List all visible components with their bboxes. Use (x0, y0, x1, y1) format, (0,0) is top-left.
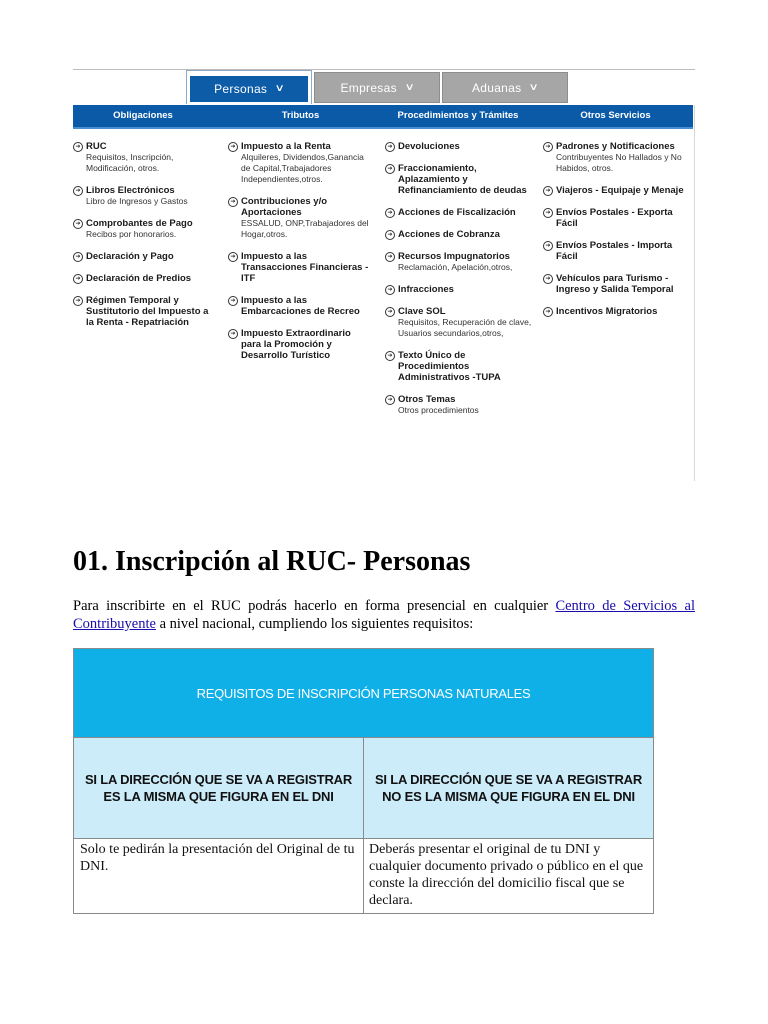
intro-text-before: Para inscribirte en el RUC podrás hacerlo en forma presencial en cualquier (73, 598, 556, 614)
arrow-circle-icon: ➔ (543, 186, 553, 196)
menu-item-fiscalizacion[interactable]: ➔ Acciones de Fiscalización (385, 207, 535, 218)
menu-item-cobranza[interactable]: ➔ Acciones de Cobranza (385, 229, 535, 240)
menu-item-exporta-facil[interactable]: ➔ Envíos Postales - Exporta Fácil (543, 207, 691, 229)
arrow-circle-icon: ➔ (543, 274, 553, 284)
arrow-circle-icon: ➔ (228, 329, 238, 339)
tab-aduanas[interactable] (442, 72, 568, 103)
section-tributos: Tributos (281, 110, 320, 121)
menu-item-padrones[interactable]: ➔ Padrones y Notificaciones Contribuyentes No Hallados y No Habidos, otros. (543, 141, 691, 174)
arrow-circle-icon: ➔ (385, 208, 395, 218)
arrow-circle-icon: ➔ (385, 395, 395, 405)
section-procedimientos: Procedimientos y Trámites (397, 110, 519, 121)
menu-item-embarcaciones[interactable]: ➔ Impuesto a las Embarcaciones de Recreo (228, 295, 373, 317)
menu-item-vehiculos[interactable]: ➔ Vehículos para Turismo - Ingreso y Salida Temporal (543, 273, 691, 295)
menu-item-incentivos[interactable]: ➔ Incentivos Migratorios (543, 306, 691, 317)
intro-text-after: a nivel nacional, cumpliendo los siguientes requisitos: (155, 616, 474, 632)
top-divider (73, 69, 695, 70)
arrow-circle-icon: ➔ (385, 307, 395, 317)
arrow-circle-icon: ➔ (543, 142, 553, 152)
section-otros-servicios: Otros Servicios (580, 110, 651, 121)
tab-aduanas-label: Aduanas (471, 80, 522, 95)
menu-item-infracciones[interactable]: ➔ Infracciones (385, 284, 535, 295)
cell-same-address: Solo te pedirán la presentación del Original de tu DNI. (74, 839, 364, 914)
menu-item-ruc[interactable]: ➔ RUC Requisitos, Inscripción, Modificación, otros. (73, 141, 213, 174)
menu-right-edge (694, 105, 695, 481)
menu-item-importa-facil[interactable]: ➔ Envíos Postales - Importa Fácil (543, 240, 691, 262)
arrow-circle-icon: ➔ (228, 252, 238, 262)
menu-item-itf[interactable]: ➔ Impuesto a las Transacciones Financieras - ITF (228, 251, 373, 284)
arrow-circle-icon: ➔ (73, 274, 83, 284)
section-obligaciones: Obligaciones (113, 110, 173, 121)
column-obligaciones (73, 141, 213, 339)
menu-item-contribuciones[interactable]: ➔ Contribuciones y/o Aportaciones ESSALUD, ONP,Trabajadores del Hogar,otros. (228, 196, 373, 240)
requirements-table (73, 648, 654, 914)
tab-personas-label: Personas (214, 81, 268, 96)
menu-item-devoluciones[interactable]: ➔ Devoluciones (385, 141, 535, 152)
arrow-circle-icon: ➔ (385, 164, 395, 174)
menu-item-clave-sol[interactable]: ➔ Clave SOL Requisitos, Recuperación de clave, Usuarios secundarios,otros, (385, 306, 535, 339)
arrow-circle-icon: ➔ (73, 252, 83, 262)
page-heading: 01. Inscripción al RUC- Personas (73, 546, 471, 577)
arrow-circle-icon: ➔ (73, 219, 83, 229)
centro-servicios-link[interactable]: Centro de Servicios al Contribuyente (73, 598, 695, 632)
requirements-title: REQUISITOS DE INSCRIPCIÓN PERSONAS NATURALES (74, 649, 654, 738)
menu-item-extraordinario[interactable]: ➔ Impuesto Extraordinario para la Promoción y Desarrollo Turístico (228, 328, 373, 361)
arrow-circle-icon: ➔ (543, 307, 553, 317)
arrow-circle-icon: ➔ (385, 351, 395, 361)
arrow-circle-icon: ➔ (385, 142, 395, 152)
header-different-address: SI LA DIRECCIÓN QUE SE VA A REGISTRAR NO ES LA MISMA QUE FIGURA EN EL DNI (364, 738, 654, 839)
column-otros-servicios (543, 141, 691, 328)
arrow-circle-icon: ➔ (73, 296, 83, 306)
column-tributos (228, 141, 373, 372)
menu-item-tupa[interactable]: ➔ Texto Único de Procedimientos Administrativos -TUPA (385, 350, 535, 383)
intro-paragraph (73, 597, 695, 633)
chevron-down-icon: ∨ (274, 83, 286, 94)
menu-item-renta[interactable]: ➔ Impuesto a la Renta Alquileres, Dividendos,Ganancia de Capital,Trabajadores Independientes,otros. (228, 141, 373, 185)
arrow-circle-icon: ➔ (385, 230, 395, 240)
menu-item-declaracion-predios[interactable]: ➔ Declaración de Predios (73, 273, 213, 284)
menu-item-viajeros[interactable]: ➔ Viajeros - Equipaje y Menaje (543, 185, 691, 196)
section-bar (73, 105, 693, 129)
tab-empresas[interactable] (314, 72, 440, 103)
tab-personas[interactable] (186, 70, 312, 104)
menu-item-comprobantes[interactable]: ➔ Comprobantes de Pago Recibos por honorarios. (73, 218, 213, 240)
arrow-circle-icon: ➔ (385, 285, 395, 295)
arrow-circle-icon: ➔ (385, 252, 395, 262)
header-same-address: SI LA DIRECCIÓN QUE SE VA A REGISTRAR ES LA MISMA QUE FIGURA EN EL DNI (74, 738, 364, 839)
arrow-circle-icon: ➔ (228, 197, 238, 207)
chevron-down-icon: ∨ (404, 82, 416, 93)
arrow-circle-icon: ➔ (73, 186, 83, 196)
menu-item-otros-temas[interactable]: ➔ Otros Temas Otros procedimientos (385, 394, 535, 416)
menu-item-libros[interactable]: ➔ Libros Electrónicos Libro de Ingresos y Gastos (73, 185, 213, 207)
arrow-circle-icon: ➔ (543, 208, 553, 218)
column-procedimientos (385, 141, 535, 427)
arrow-circle-icon: ➔ (228, 296, 238, 306)
menu-item-fraccionamiento[interactable]: ➔ Fraccionamiento, Aplazamiento y Refinanciamiento de deudas (385, 163, 535, 196)
menu-item-recursos[interactable]: ➔ Recursos Impugnatorios Reclamación, Apelación,otros, (385, 251, 535, 273)
cell-different-address: Deberás presentar el original de tu DNI y cualquier documento privado o público en el que conste la dirección del domicilio fiscal que se declara. (364, 839, 654, 914)
arrow-circle-icon: ➔ (228, 142, 238, 152)
menu-item-regimen-temporal[interactable]: ➔ Régimen Temporal y Sustitutorio del Impuesto a la Renta - Repatriación (73, 295, 213, 328)
menu-item-declaracion-pago[interactable]: ➔ Declaración y Pago (73, 251, 213, 262)
sunat-menu-screenshot (73, 69, 695, 481)
chevron-down-icon: ∨ (528, 82, 540, 93)
tab-empresas-label: Empresas (340, 80, 397, 95)
arrow-circle-icon: ➔ (543, 241, 553, 251)
arrow-circle-icon: ➔ (73, 142, 83, 152)
